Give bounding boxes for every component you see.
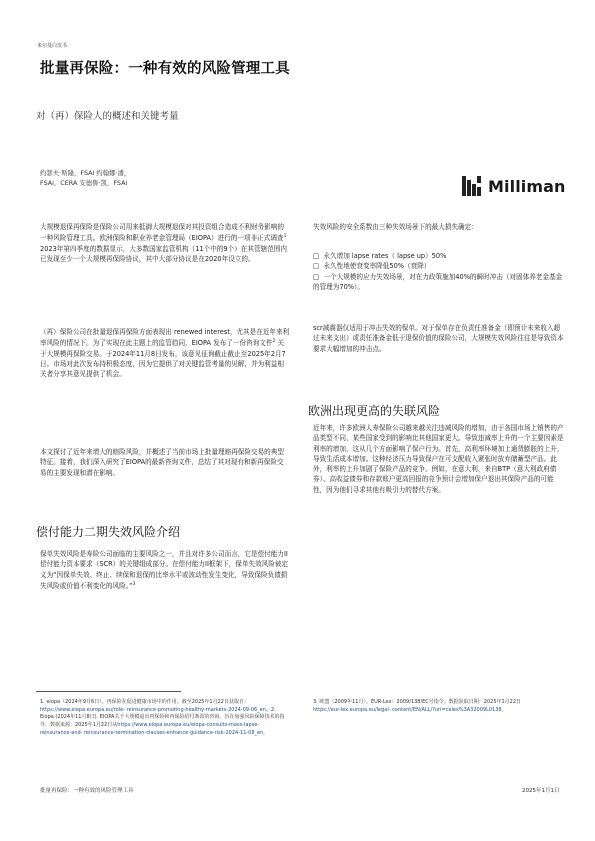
footnotes-right [313,699,528,714]
list-item [313,272,565,293]
list-item-text: 一个大规模的应力失效场景，对在力政策施加40%的瞬时冲击（对固体养老金基金的管理为70%）。 [313,272,563,291]
milliman-logo-icon [462,176,484,196]
milliman-logo [462,176,566,196]
footnotes-left [40,699,290,738]
lapse-risk-text: 保单失效风险是寿险公司面临的主要风险之一，并且对许多公司而言，它是偿付能力II偿付能力资本要求（SCR）的关键组成部分。在偿付能力II框架下，保单失效风险被定义为“因保单失效、终止、续保和退保的比率水平或波动性发生变化，导致保险负债损失风险或价值不利变化的风险。” [40,550,289,591]
bullet-icon: □ [313,272,320,281]
footnote-ref: 1 [283,234,287,240]
consultation-text: （再）保险公司在批量退保再保险方面表现出 renewed interest，尤其是在近年来利率风险的情况下。为了实现在此主题上的监管趋同，EIOPA 发布了一份咨询文件 [40,328,290,348]
list-item-text: 永久增加 lapse rates（ lapse up）50% [323,252,447,260]
footnote-ref: 2 [272,339,276,345]
scenario-list [313,251,565,292]
footnote-2-text: 。2. Eiopa (2024年11月8日). EIOPA关于大规模退出再保险和再保险给付条款的咨询，旨在加强风险保障技术的指导。数据来源：2025年1月22日从 [40,706,285,729]
footnote-3-end: 。 [501,706,507,713]
footer-date: 2025年1月1日 [522,788,560,794]
footnote-3-link[interactable]: https://eur-lex.europa.eu/legal- content/EN/ALL/?uri=celex%3A32009L0138 [313,706,502,713]
footnote-2-end: 。 [263,729,269,736]
page-subtitle: 对（再）保险人的概述和关键考量 [36,111,179,122]
shock-paragraph: scr减震器仅适用于冲击失效的保单。对于保单存在负责任准备金（即预计未来收入超过未来支出）或责任准备金低于退保价值的保险公司，大规模失效风险往往是导致资本要求大幅增加的冲击点。 [313,324,564,353]
logo-wordmark: Milliman [488,176,566,196]
author-list: 约瑟夫·斯隆，FSAi 约翰娜·潘，FSAi，CERA 安德鲁·凯，FSAi [40,169,131,187]
section-heading-lapse-risk: 偿付能力二期失效风险介绍 [36,525,181,539]
list-item [313,261,565,271]
intro-text-continued: 2023年第四季度的数据显示，大多数国家监管机构（11个中的9个）在其管辖范围内已发现至少一个大规模再保险协议，其中大部分协议是在2020年设立的。 [40,244,287,264]
overview-paragraph: 本文探讨了近年来增大的赔险风险，并概述了当前市场上批量理赔再保险交易的典型特征。接着，我们深入研究了EIOPA的最新咨询文件，总结了其对现有和新再保险交易的主要发现和潜在影响。 [40,448,284,477]
footnote-1-text: 1. eiopa（2024年9月6日）。再保险在促进健康市场中的作用。截至2025年1月22日获取自： [40,699,249,705]
footnote-3-text: 3. 欧盟（2009年11月）。EUR-Lex：2009/138/EC号指令。数据获取日期：2025年1月22日 [313,699,522,705]
footnote-ref: 3 [132,581,136,587]
page-title: 批量再保险：一种有效的风险管理工具 [40,61,290,77]
consultation-text-continued: 关于大规模再保险交易。于2024年11月8日发布，该意见征询截止截止至2025年2月7日。市场对此次发布持积极态度，因为它提供了对关键监管考量的见解，并为利益相关者分享其意见提供了机会。 [40,339,286,379]
list-item [313,251,565,261]
intro-text: 大规模退保再保险是保险公司用来抵御大规模退保对其投资组合造成不利财务影响的一种风险管理工具。欧洲保险和职业养老金管理局（EIOPA）进行的一项非正式调查 [40,223,284,243]
list-item-text: 永久性地使衰变率降低50%（衰降） [323,262,431,271]
scenario-intro-paragraph: 失效风险的安全系数由三种失效场景下的最大损失确定： [313,223,478,231]
footnote-1-link[interactable]: https://www.eiopa.europa.eu/role- reinsurance-promoting-healthy-markets-2024-09-06_en [40,706,266,713]
intro-paragraph [40,222,290,264]
bullet-icon: □ [313,262,320,271]
europe-paragraph: 近年来，许多欧洲人寿保险公司越来越关注违减风险的增加，由于各国市场上销售的产品类型不同，某些国家受到的影响比其他国家更大。导致违减率上升的一个主要因素是利率的增加，这从几个方面影响了保户行为。首先，高利率环境加上通货膨胀的上升，导致生活成本增加。这种经济压力导致保户在可支配收入紧张时放弃储蓄型产品。此外，利率的上升加剧了保险产品的竞争。例如，在意大利，来自BTP（意大利政府债券）、高收益债券和存款账户更高回报的竞争预计会增加保户退出其保险产品的可能性，因为他们寻求其他有吸引力的替代方案。 [313,424,564,494]
bullet-icon: □ [313,252,320,260]
footnote-divider [36,691,181,692]
footnote-2-link[interactable]: https://www.eiopa.europa.eu/eiopa-consults-mass-lapse-reinsurance-and- reinsurance-termination-clauses-enhance-guidance-risk-2024-11-08_en [40,722,264,736]
section-heading-europe: 欧洲出现更高的失联风险 [308,404,441,418]
report-series-label: 米尔曼白皮书 [37,43,68,49]
consultation-paragraph [40,327,290,380]
lapse-risk-paragraph [40,549,290,591]
footer-title: 批量再保险：一种有效的风险管理工具 [40,788,134,794]
